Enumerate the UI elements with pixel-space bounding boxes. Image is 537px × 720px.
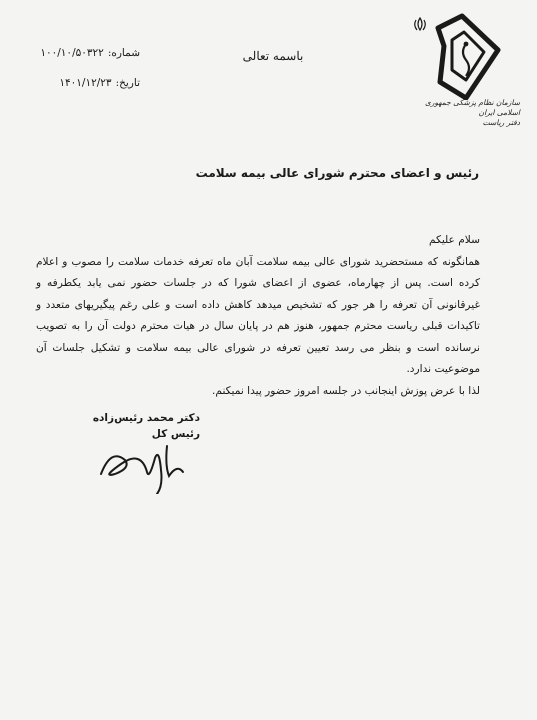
signer-name: دکتر محمد رئیس‌زاده [92,412,200,424]
logo-org-name: سازمان نظام پزشکی جمهوری اسلامی ایران [424,98,520,117]
addressee: رئیس و اعضای محترم شورای عالی بیمه سلامت [195,166,479,180]
letter-date-value: ۱۴۰۱/۱۲/۲۳ [59,77,112,89]
letter-body [36,230,480,402]
letter-number-row [30,38,140,68]
main-paragraph: همانگونه که مستحضرید شورای عالی بیمه سلامت آبان ماه تعرفه خدمات سلامت را مصوب و اعلام کرده است. پس از چهارماه، عضوی از اعضای شورا که در جلسات حضور نمی یابد یکطرفه و غیرقانونی آن تعرفه را هر جور که تشخیص میدهد کاهش داده است و علی رغم پیگیریهای متعدد و تاکیدات قبلی ریاست محترم جمهور، هنوز هم در پایان سال در هیات محترم دولت آن را به تصویب نرسانده است و بنظر می رسد تعیین تعرفه در شورای عالی بیمه سلامت و تشکیل جلسات آن موضوعیت ندارد. [36,255,480,375]
handwritten-signature-icon [95,440,205,494]
greeting: سلام علیکم [428,234,480,246]
basmala: باسمه تعالی [242,49,304,63]
letter-number-label: شماره: [107,47,140,59]
signature-block [90,410,200,442]
closing-line: لذا با عرض پوزش اینجانب در جلسه امروز حضور پیدا نمیکنم. [212,384,480,397]
letter-date-row [30,68,140,98]
letter-date-label: تاریخ: [115,77,140,89]
organization-logo [400,10,520,128]
letter-meta [30,38,140,98]
letter-number-value: ۱۰۰/۱۰/۵۰۳۲۲ [40,47,104,59]
signer-title: رئیس کل [151,428,200,440]
logo-office-name: دفتر ریاست [482,118,520,127]
emblem-icon [400,10,520,100]
logo-caption [400,98,520,128]
